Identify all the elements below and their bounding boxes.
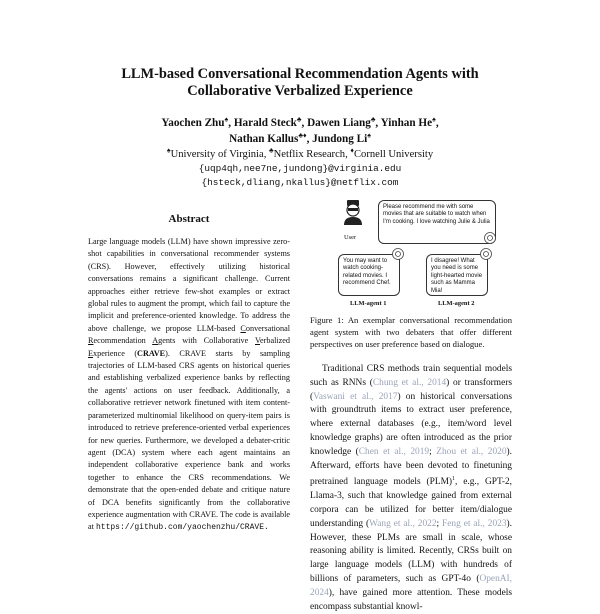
email-netflix: {hsteck,dliang,nkallus}@netflix.com — [201, 177, 399, 188]
citation-link[interactable]: Zhou et al., 2020 — [436, 446, 507, 457]
code-link[interactable]: https://github.com/yaochenzhu/CRAVE. — [95, 523, 269, 533]
agent2-message-bubble: I disagree! What you need is some light-hearted movie such as Mamma Mia! — [426, 254, 488, 296]
author-list: Yaochen Zhu♠, Harald Steck♣, Dawen Liang♣, Yinhan He♠, Nathan Kallus♣♦, Jundong Li♠ — [161, 115, 439, 145]
affiliation-cornell: Cornell University — [353, 149, 434, 160]
footnote-marker[interactable]: 1 — [452, 476, 456, 483]
figure-1-caption: Figure 1: An exemplar conversational recommendation agent system with two debaters that offer different perspectives on user preference based on dialogue. — [310, 315, 512, 350]
citation-link[interactable]: Chen et al., 2019 — [358, 446, 430, 457]
agent2-label: LLM-agent 2 — [438, 300, 475, 307]
author-name: Nathan Kallus — [229, 133, 299, 145]
intro-paragraph: Traditional CRS methods train sequential models such as RNNs (Chung et al., 2014) or transformers (Vaswani et al., 2017) on historical conversations with groundtruth items to extract user preference, where external databases (e.g., item/word level knowledge graphs) are often introduced as the prior knowledge (Chen et al., 2019; Zhou et al., 2020). Afterward, efforts have been devoted to finetuning pretrained language models (PLM)$^1$, e.g., GPT-2, Llama-3, such that knowledge gained from external corpora can be utilized for better item/dialogue understanding (Wang et al., 2022; Feng et al., 2023). However, these PLMs are small in scale, whose reasoning ability is limited. Recently, CRSs built on large language models (LLM) with hundreds of billions of parameters, such as GPT-4o (OpenAI, 2024), have gained more attention. These models encompass substantial knowl- — [310, 364, 513, 612]
affiliation-uva: University of Virginia, — [170, 149, 267, 160]
agent1-label: LLM-agent 1 — [350, 300, 387, 307]
openai-logo-icon — [392, 248, 404, 260]
paper-title — [0, 66, 600, 100]
title-line-1: LLM-based Conversational Recommendation Agents with — [121, 66, 479, 82]
author-name: Yinhan He — [380, 117, 433, 129]
citation-link[interactable]: OpenAI, 2024 — [310, 574, 512, 598]
citation-link[interactable]: Wang et al., 2022 — [369, 518, 437, 529]
author-name: Yaochen Zhu — [161, 117, 225, 129]
openai-logo-icon — [480, 248, 492, 260]
abstract-heading: Abstract — [168, 213, 210, 225]
author-name: Dawen Liang — [307, 117, 371, 129]
user-label: User — [344, 234, 357, 241]
citation-link[interactable]: Feng et al., 2023 — [442, 518, 507, 529]
citation-link[interactable]: Chung et al., 2014 — [372, 377, 447, 388]
agent1-message-bubble: You may want to watch cooking-related movies. I recommend Chef. — [338, 254, 400, 296]
author-name: Jundong Li — [312, 133, 368, 145]
openai-logo-icon — [484, 232, 496, 244]
email-virginia: {uqp4qh,nee7ne,jundong}@virginia.edu — [198, 163, 402, 174]
method-name: CRAVE — [137, 348, 166, 358]
user-message-bubble: Please recommend me with some movies that are suitable to watch when I'm cooking. I love watching Julie & Julia — [378, 200, 496, 244]
affiliations: ♠University of Virginia, ♣Netflix Research, ♦Cornell University {uqp4qh,nee7ne,jundong}@virginia.edu {hsteck,dliang,nkallus}@netflix.com — [0, 148, 600, 190]
title-line-2: Collaborative Verbalized Experience — [187, 83, 413, 99]
author-name: Harald Steck — [233, 117, 297, 129]
affiliation-netflix: Netflix Research, — [273, 149, 348, 160]
abstract-body: Large language models (LLM) have shown impressive zero-shot capabilities in conversational recommender systems (CRS). However, effectively utilizing historical conversations remains a significant challenge. Current approaches either retrieve few-shot examples or extract global rules to augment the prompt, which fail to capture the implicit and preference-oriented knowledge. To address the above challenge, we propose LLM-based Conversational Recommendation Agents with Collaborative Verbalized Experience (CRAVE). CRAVE starts by sampling trajectories of LLM-based CRS agents on historical queries and establishing verbalized experience banks by reflecting the agents' actions on user feedback. Additionally, a collaborative retriever network finetuned with item content-parameterized multinomial likelihood on query-item pairs is introduced to retrieve preference-oriented verbal experiences for new queries. Furthermore, we developed a debater-critic agent (DCA) system where each agent maintains an independent collaborative experience bank and works together to enhance the CRS recommendations. We demonstrate that the open-ended debate and critique nature of DCA benefits significantly from the collaborative experience augmentation with CRAVE. The code is available at https://github.com/yaochenzhu/CRAVE. — [88, 237, 290, 533]
user-icon — [341, 198, 365, 226]
figure-1 — [308, 192, 520, 312]
citation-link[interactable]: Vaswani et al., 2017 — [313, 391, 398, 402]
